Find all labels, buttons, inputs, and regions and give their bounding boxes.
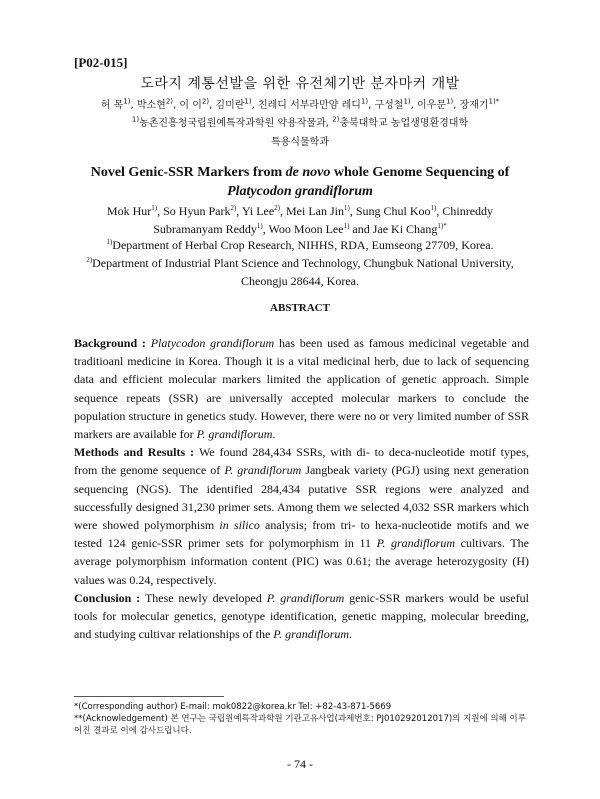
- english-authors: Mok Hur$^{1)}$, So Hyun Park$^{2)}$, Yi Lee$^{2)}$, Mei Lan Jin$^{1)}$, Sung Chul Koo$^{1)}$, Chinreddy Subramanyam Reddy$^{1)}$, Woo Moon Lee$^{1)}$ and Jae Ki Chang$^{1)*}$: [106, 204, 494, 236]
- methods-paragraph: [74, 443, 529, 589]
- title-species: Platycodon grandiflorum: [227, 184, 373, 199]
- title-text-2: whole Genome Sequencing of: [330, 165, 510, 180]
- methods-text: Jangbeak variety (PGJ) using next generation sequencing (NGS). The identified 284,434 putative SSR regions were analyzed and successfully designed 31,230 primer sets. Among them we selected 4,032 SSR markers which were showed polymorphism: [74, 463, 529, 533]
- title-italic-de-novo: de novo: [285, 165, 331, 180]
- methods-text: We found 284,434 SSRs, with di- to deca-nucleotide motif types, from the genome sequence of: [74, 445, 529, 478]
- background-label: Background :: [74, 336, 151, 350]
- acknowledgement-footnote: **(Acknowledgement) 본 연구는 국립원예특작과학원 기관고유사업(과제번호: PJ010292012017)의 지원에 의해 이루어진 결과로 이에 감사드립니다.: [74, 714, 526, 736]
- corresponding-footnote: *(Corresponding author) E-mail: mok0822@korea.kr Tel: +82-43-871-5669: [74, 702, 392, 712]
- korean-title: 도라지 계통선발을 위한 유전체기반 분자마커 개발: [140, 76, 460, 92]
- english-title: [40, 163, 560, 201]
- background-text: has been used as famous medicinal vegetable and traditioanl medicine in Korea. Though it is a vital medicinal herb, due to lack of sequencing data and efficient molecular markers limited the application of genetic approach. Simple sequence repeats (SSR) are universally accepted molecular markers to conclude the population structure in genetics study. However, there were no or very limited number of SSR markers are available for: [74, 336, 529, 442]
- species-name: P. grandiflorum: [266, 590, 345, 605]
- affiliation-city: Cheongju 28644, Korea.: [241, 274, 359, 288]
- species-name: P. grandiflorum: [196, 427, 273, 442]
- conclusion-text: These newly developed: [144, 590, 267, 605]
- species-name: P. grandiflorum: [376, 536, 456, 551]
- korean-affiliation-1: $^{1)}$농촌진흥청국립원예특작과학원 약용작물과, $^{2)}$충북대학교 농업생명환경대학: [131, 115, 469, 129]
- conclusion-text: genic-SSR markers would be useful tools for molecular genetics, genotype identification, genetic mapping, molecular breeding, and studying cultivar relationships of the: [74, 590, 529, 642]
- conclusion-label: Conclusion :: [74, 590, 145, 605]
- title-text-1: Novel Genic-SSR Markers from: [90, 165, 286, 180]
- conclusion-paragraph: [74, 589, 529, 644]
- methods-text: analysis; from tri- to hexa-nucleotide motifs and we tested 124 genic-SSR primer sets for polymorphism in 11: [74, 518, 529, 551]
- background-paragraph: [74, 334, 529, 443]
- species-name: Platycodon grandiflorum: [150, 336, 275, 350]
- background-end: .: [272, 427, 276, 442]
- species-name: P. grandiflorum.: [273, 627, 353, 642]
- abstract-heading: ABSTRACT: [270, 302, 330, 314]
- in-silico-term: in silico: [219, 518, 260, 533]
- page-number: - 74 -: [287, 757, 313, 771]
- english-affiliations: $^{1)}$Department of Herbal Crop Research, NIHHS, RDA, Eumseong 27709, Korea. $^{2)}$Department of Industrial Plant Science and Technology, Chungbuk National University, Cheongju 28644, Korea.: [86, 238, 514, 288]
- korean-affiliation-2: 특용식물학과: [271, 137, 329, 148]
- methods-label: Methods and Results :: [74, 445, 199, 460]
- footnote-divider: [74, 696, 224, 697]
- poster-code: [P02-015]: [74, 55, 128, 70]
- species-name: P. grandiflorum: [224, 463, 302, 478]
- abstract-body: [74, 334, 529, 643]
- methods-text: cultivars. The average polymorphism information content (PIC) was 0.61; the average heterozygosity (H) values was 0.24, respectively.: [74, 536, 529, 587]
- korean-authors: 허 목$^{1)}$, 박소현$^{2)}$, 이 이$^{2)}$, 김미란$^{1)}$, 친레디 서부라만얌 레디$^{1)}$, 구성철$^{1)}$, 이우문$^{1)}$, 장재기$^{1)*}$: [100, 97, 500, 111]
